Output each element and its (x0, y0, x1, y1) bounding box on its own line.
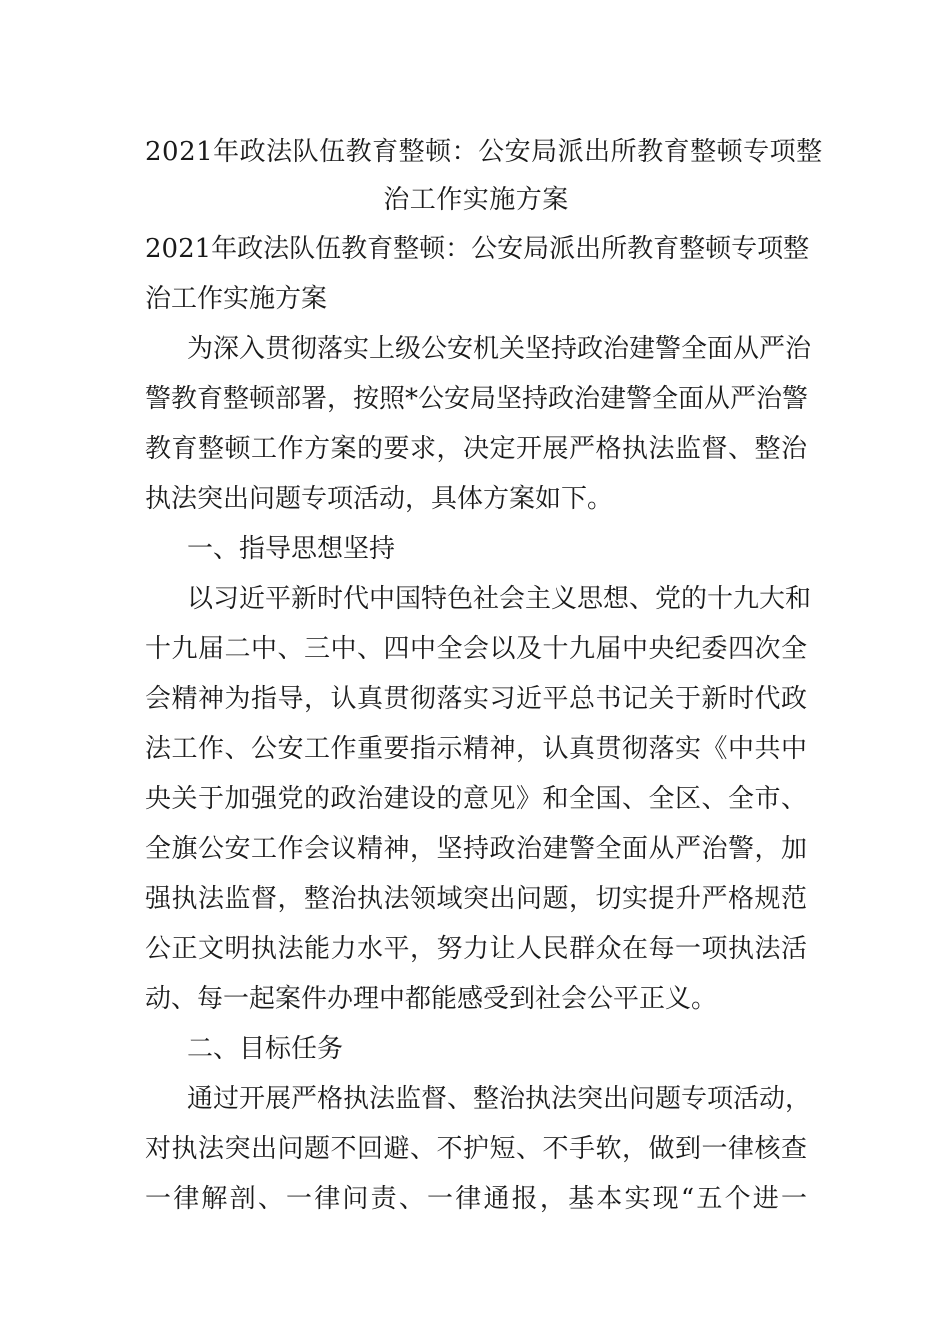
paragraph-line: 动、每一起案件办理中都能感受到社会公平正义。 (145, 984, 718, 1014)
paragraph-line: 教育整顿工作方案的要求，决定开展严格执法监督、整治 (145, 434, 807, 464)
paragraph-line: 警教育整顿部署，按照*公安局坚持政治建警全面从严治警 (145, 384, 809, 414)
document-body (145, 224, 812, 1224)
paragraph-line: 2021年政法队伍教育整顿：公安局派出所教育整顿专项整 (145, 234, 810, 264)
document-page (145, 128, 823, 1224)
paragraph-line: 强执法监督，整治执法领域突出问题，切实提升严格规范 (145, 884, 807, 914)
paragraph-line: 全旗公安工作会议精神，坚持政治建警全面从严治警，加 (145, 834, 807, 864)
paragraph-line: 以习近平新时代中国特色社会主义思想、党的十九大和 (187, 584, 812, 614)
paragraph-line: 治工作实施方案 (145, 284, 328, 314)
paragraph-line: 央关于加强党的政治建设的意见》和全国、全区、全市、 (145, 784, 807, 814)
paragraph-line: 对执法突出问题不回避、不护短、不手软，做到一律核查 (145, 1134, 807, 1164)
document-title-line-1: 2021年政法队伍教育整顿：公安局派出所教育整顿专项整 (145, 137, 823, 167)
paragraph-line: 为深入贯彻落实上级公安机关坚持政治建警全面从严治 (187, 334, 812, 364)
paragraph-line: 通过开展严格执法监督、整治执法突出问题专项活动， (187, 1084, 812, 1114)
paragraph-line: 会精神为指导，认真贯彻落实习近平总书记关于新时代政 (145, 684, 807, 714)
paragraph-line: 一、指导思想坚持 (187, 534, 396, 564)
paragraph-line: 公正文明执法能力水平，努力让人民群众在每一项执法活 (145, 934, 807, 964)
document-title-line-2: 治工作实施方案 (383, 185, 569, 215)
paragraph-line: 执法突出问题专项活动，具体方案如下。 (145, 484, 614, 514)
paragraph-line: 二、目标任务 (187, 1034, 344, 1064)
paragraph-line: 法工作、公安工作重要指示精神，认真贯彻落实《中共中 (145, 734, 807, 764)
paragraph-line: 十九届二中、三中、四中全会以及十九届中央纪委四次全 (145, 634, 807, 664)
paragraph-line: 一律解剖、一律问责、一律通报，基本实现“五个进一 (145, 1184, 807, 1214)
